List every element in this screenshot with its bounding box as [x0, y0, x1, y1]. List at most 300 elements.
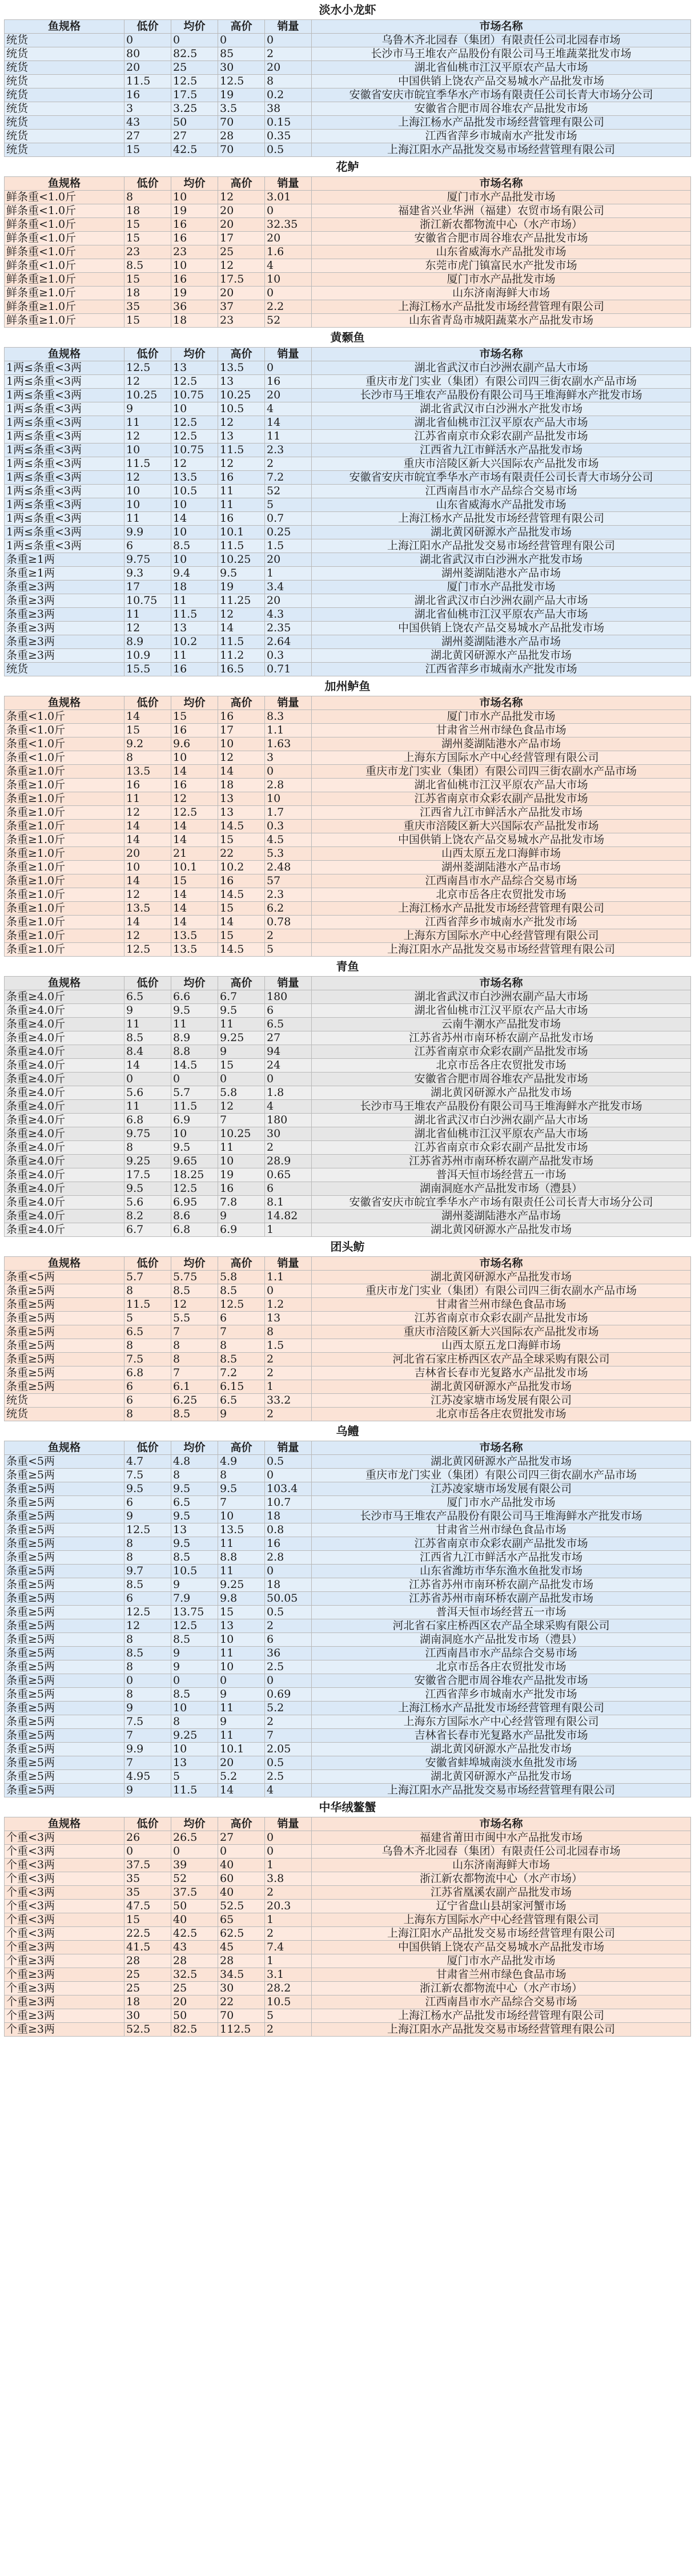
avg-price-cell: 12.5: [171, 375, 218, 389]
low-price-cell: 6.8: [124, 1114, 171, 1127]
volume-cell: 0.78: [265, 916, 312, 929]
high-price-cell: 9: [218, 1688, 265, 1702]
avg-price-cell: 14: [171, 888, 218, 902]
column-header: 鱼规格: [5, 1257, 124, 1271]
high-price-cell: 15: [218, 1059, 265, 1073]
table-row: [5, 1284, 691, 1298]
spec-cell: 个重<3两: [5, 1872, 124, 1886]
spec-cell: 统货: [5, 130, 124, 143]
market-name-cell: 长沙市马王堆农产品股份有限公司马王堆海鲜水产批发市场: [312, 1510, 691, 1523]
volume-cell: 1.5: [265, 539, 312, 553]
avg-price-cell: 39: [171, 1859, 218, 1872]
market-name-cell: 江西省萍乡市城南水产批发市场: [312, 1688, 691, 1702]
spec-cell: 统货: [5, 143, 124, 157]
low-price-cell: 11: [124, 416, 171, 430]
market-name-cell: 吉林省长春市光复路水产品批发市场: [312, 1729, 691, 1743]
avg-price-cell: 10.5: [171, 1565, 218, 1578]
column-header: 高价: [218, 348, 265, 361]
high-price-cell: 8: [218, 1469, 265, 1482]
section-title: 中华绒鳌蟹: [4, 1797, 691, 1817]
volume-cell: 0.2: [265, 88, 312, 102]
high-price-cell: 11.5: [218, 635, 265, 649]
low-price-cell: 10: [124, 498, 171, 512]
high-price-cell: 10.2: [218, 861, 265, 874]
high-price-cell: 7.8: [218, 1196, 265, 1210]
market-name-cell: 重庆市龙门实业（集团）有限公司四三街农副水产品市场: [312, 375, 691, 389]
high-price-cell: 16: [218, 471, 265, 485]
high-price-cell: 45: [218, 1941, 265, 1954]
avg-price-cell: 36: [171, 300, 218, 314]
market-name-cell: 重庆市龙门实业（集团）有限公司四三街农副水产品市场: [312, 1284, 691, 1298]
table-row: [5, 1073, 691, 1086]
section-title: 黄颡鱼: [4, 328, 691, 347]
avg-price-cell: 10.5: [171, 485, 218, 498]
table-row: [5, 1523, 691, 1537]
market-name-cell: 湖北省武汉市白沙洲水产批发市场: [312, 402, 691, 416]
avg-price-cell: 50: [171, 116, 218, 130]
spec-cell: 条重≥5两: [5, 1510, 124, 1523]
table-row: [5, 1141, 691, 1155]
low-price-cell: 9: [124, 1004, 171, 1018]
volume-cell: 20.3: [265, 1900, 312, 1913]
high-price-cell: 11: [218, 485, 265, 498]
table-row: [5, 1408, 691, 1421]
spec-cell: 个重≥3两: [5, 1954, 124, 1968]
spec-cell: 1两≤条重<3两: [5, 361, 124, 375]
volume-cell: 4: [265, 402, 312, 416]
low-price-cell: 8.5: [124, 1031, 171, 1045]
avg-price-cell: 8.5: [171, 1284, 218, 1298]
table-row: [5, 375, 691, 389]
table-row: [5, 143, 691, 157]
high-price-cell: 11.2: [218, 649, 265, 663]
high-price-cell: 9: [218, 1408, 265, 1421]
table-row: [5, 635, 691, 649]
section-title: 淡水小龙虾: [4, 0, 691, 19]
spec-cell: 统货: [5, 1408, 124, 1421]
market-name-cell: 湖北省仙桃市江汉平原农产品大市场: [312, 416, 691, 430]
volume-cell: 180: [265, 1114, 312, 1127]
price-table: [4, 176, 691, 328]
table-row: [5, 1941, 691, 1954]
spec-cell: 条重≥5两: [5, 1592, 124, 1606]
low-price-cell: 8: [124, 191, 171, 204]
avg-price-cell: 13: [171, 361, 218, 375]
table-row: [5, 888, 691, 902]
high-price-cell: 30: [218, 1982, 265, 1996]
column-header: 均价: [171, 177, 218, 191]
market-name-cell: 上海东方国际水产中心经营管理有限公司: [312, 929, 691, 943]
avg-price-cell: 13: [171, 1523, 218, 1537]
avg-price-cell: 9.4: [171, 567, 218, 580]
volume-cell: 1.63: [265, 737, 312, 751]
column-header: 高价: [218, 696, 265, 710]
column-header: 销量: [265, 696, 312, 710]
low-price-cell: 22.5: [124, 1927, 171, 1941]
high-price-cell: 22: [218, 847, 265, 861]
low-price-cell: 9.75: [124, 1127, 171, 1141]
market-name-cell: 江西南昌市水产品综合交易市场: [312, 1996, 691, 2009]
spec-cell: 条重<1.0斤: [5, 737, 124, 751]
low-price-cell: 43: [124, 116, 171, 130]
table-header-row: [5, 177, 691, 191]
table-row: [5, 1210, 691, 1223]
volume-cell: 3.8: [265, 1872, 312, 1886]
spec-cell: 条重≥5两: [5, 1743, 124, 1756]
avg-price-cell: 12.5: [171, 806, 218, 820]
market-name-cell: 普洱天恒市场经营五一市场: [312, 1606, 691, 1619]
market-name-cell: 江苏省南京市众彩农副产品批发市场: [312, 1141, 691, 1155]
spec-cell: 条重≥5两: [5, 1366, 124, 1380]
low-price-cell: 12: [124, 806, 171, 820]
spec-cell: 条重≥5两: [5, 1312, 124, 1325]
market-name-cell: 湖北黄冈研源水产品批发市场: [312, 1223, 691, 1237]
column-header: 市场名称: [312, 1257, 691, 1271]
high-price-cell: 0: [218, 1674, 265, 1688]
high-price-cell: 8.5: [218, 1353, 265, 1366]
spec-cell: 鲜条重<1.0斤: [5, 245, 124, 259]
market-name-cell: 厦门市水产品批发市场: [312, 1496, 691, 1510]
low-price-cell: 6: [124, 1592, 171, 1606]
avg-price-cell: 18: [171, 314, 218, 328]
volume-cell: 1.5: [265, 1339, 312, 1353]
volume-cell: 2: [265, 47, 312, 61]
table-row: [5, 116, 691, 130]
table-row: [5, 389, 691, 402]
high-price-cell: 4.9: [218, 1455, 265, 1469]
volume-cell: 0: [265, 765, 312, 779]
column-header: 鱼规格: [5, 696, 124, 710]
low-price-cell: 4.7: [124, 1455, 171, 1469]
spec-cell: 1两≤条重<3两: [5, 526, 124, 539]
table-row: [5, 1045, 691, 1059]
market-name-cell: 中国供销上饶农产品交易城水产品批发市场: [312, 622, 691, 635]
low-price-cell: 12: [124, 1619, 171, 1633]
high-price-cell: 40: [218, 1859, 265, 1872]
table-header-row: [5, 1441, 691, 1455]
low-price-cell: 15: [124, 232, 171, 245]
market-name-cell: 北京市岳各庄农贸批发市场: [312, 888, 691, 902]
volume-cell: 0: [265, 1565, 312, 1578]
table-row: [5, 47, 691, 61]
low-price-cell: 18: [124, 1996, 171, 2009]
volume-cell: 0.71: [265, 663, 312, 676]
table-row: [5, 1510, 691, 1523]
spec-cell: 条重<1.0斤: [5, 724, 124, 737]
avg-price-cell: 8: [171, 1469, 218, 1482]
high-price-cell: 15: [218, 833, 265, 847]
avg-price-cell: 10: [171, 259, 218, 273]
table-row: [5, 1688, 691, 1702]
avg-price-cell: 16: [171, 273, 218, 287]
low-price-cell: 15: [124, 1913, 171, 1927]
avg-price-cell: 9.5: [171, 1537, 218, 1551]
volume-cell: 0.5: [265, 1606, 312, 1619]
spec-cell: 条重≥1.0斤: [5, 765, 124, 779]
low-price-cell: 10: [124, 485, 171, 498]
volume-cell: 8: [265, 75, 312, 88]
volume-cell: 28.9: [265, 1155, 312, 1168]
volume-cell: 2.5: [265, 1770, 312, 1784]
high-price-cell: 16: [218, 874, 265, 888]
section-title: 加州鲈鱼: [4, 676, 691, 696]
spec-cell: 条重≥4.0斤: [5, 1155, 124, 1168]
table-row: [5, 1565, 691, 1578]
low-price-cell: 3: [124, 102, 171, 116]
high-price-cell: 8.5: [218, 1284, 265, 1298]
high-price-cell: 10.1: [218, 526, 265, 539]
avg-price-cell: 27: [171, 130, 218, 143]
high-price-cell: 70: [218, 116, 265, 130]
volume-cell: 103.4: [265, 1482, 312, 1496]
table-row: [5, 1018, 691, 1031]
avg-price-cell: 16: [171, 724, 218, 737]
column-header: 均价: [171, 1441, 218, 1455]
avg-price-cell: 28: [171, 1954, 218, 1968]
high-price-cell: 9.25: [218, 1578, 265, 1592]
avg-price-cell: 10: [171, 1702, 218, 1715]
spec-cell: 条重≥4.0斤: [5, 1168, 124, 1182]
spec-cell: 条重≥4.0斤: [5, 1210, 124, 1223]
column-header: 鱼规格: [5, 20, 124, 34]
spec-cell: 1两≤条重<3两: [5, 539, 124, 553]
column-header: 鱼规格: [5, 177, 124, 191]
volume-cell: 1: [265, 1954, 312, 1968]
high-price-cell: 17: [218, 232, 265, 245]
market-name-cell: 江苏省苏州市南环桥农副产品批发市场: [312, 1578, 691, 1592]
high-price-cell: 6.5: [218, 1394, 265, 1408]
market-name-cell: 上海江杨水产品批发市场经营管理有限公司: [312, 116, 691, 130]
spec-cell: 1两≤条重<3两: [5, 471, 124, 485]
volume-cell: 0.15: [265, 116, 312, 130]
market-name-cell: 长沙市马王堆农产品股份有限公司马王堆海鲜水产批发市场: [312, 1100, 691, 1114]
low-price-cell: 7: [124, 1756, 171, 1770]
table-row: [5, 1182, 691, 1196]
table-row: [5, 61, 691, 75]
avg-price-cell: 13: [171, 1756, 218, 1770]
column-header: 鱼规格: [5, 348, 124, 361]
avg-price-cell: 9.5: [171, 1482, 218, 1496]
table-row: [5, 622, 691, 635]
high-price-cell: 13: [218, 792, 265, 806]
market-name-cell: 湖北黄冈研源水产品批发市场: [312, 1271, 691, 1284]
market-name-cell: 安徽省安庆市皖宜季华水产市场有限责任公司长青大市场分公司: [312, 88, 691, 102]
volume-cell: 2.05: [265, 1743, 312, 1756]
low-price-cell: 4.95: [124, 1770, 171, 1784]
volume-cell: 0.65: [265, 1168, 312, 1182]
spec-cell: 条重≥5两: [5, 1756, 124, 1770]
market-name-cell: 湖北省武汉市白沙洲农副产品大市场: [312, 1114, 691, 1127]
high-price-cell: 40: [218, 1886, 265, 1900]
price-table: [4, 976, 691, 1237]
avg-price-cell: 4.8: [171, 1455, 218, 1469]
avg-price-cell: 10.2: [171, 635, 218, 649]
high-price-cell: 7: [218, 1114, 265, 1127]
table-row: [5, 88, 691, 102]
spec-cell: 条重≥4.0斤: [5, 1196, 124, 1210]
volume-cell: 0.25: [265, 526, 312, 539]
table-row: [5, 1168, 691, 1182]
spec-cell: 1两≤条重<3两: [5, 416, 124, 430]
table-row: [5, 1982, 691, 1996]
table-row: [5, 1380, 691, 1394]
market-name-cell: 湖州菱湖陆港水产品市场: [312, 1210, 691, 1223]
volume-cell: 52: [265, 485, 312, 498]
column-header: 低价: [124, 1257, 171, 1271]
table-row: [5, 1647, 691, 1660]
table-row: [5, 847, 691, 861]
column-header: 低价: [124, 348, 171, 361]
market-name-cell: 河北省石家庄桥西区农产品全球采购有限公司: [312, 1353, 691, 1366]
table-row: [5, 102, 691, 116]
column-header: 鱼规格: [5, 1441, 124, 1455]
low-price-cell: 10.25: [124, 389, 171, 402]
table-row: [5, 1674, 691, 1688]
table-row: [5, 218, 691, 232]
high-price-cell: 12.5: [218, 1298, 265, 1312]
volume-cell: 0.69: [265, 1688, 312, 1702]
avg-price-cell: 0: [171, 34, 218, 47]
avg-price-cell: 9.65: [171, 1155, 218, 1168]
spec-cell: 条重≥5两: [5, 1578, 124, 1592]
high-price-cell: 14: [218, 622, 265, 635]
market-name-cell: 长沙市马王堆农产品股份有限公司马王堆蔬菜批发市场: [312, 47, 691, 61]
market-name-cell: 江苏省南京市众彩农副产品批发市场: [312, 792, 691, 806]
spec-cell: 条重≥1.0斤: [5, 792, 124, 806]
table-row: [5, 792, 691, 806]
avg-price-cell: 12.5: [171, 75, 218, 88]
high-price-cell: 11: [218, 1537, 265, 1551]
table-row: [5, 1469, 691, 1482]
volume-cell: 10.7: [265, 1496, 312, 1510]
avg-price-cell: 13.5: [171, 929, 218, 943]
low-price-cell: 0: [124, 1073, 171, 1086]
low-price-cell: 9: [124, 1784, 171, 1797]
avg-price-cell: 20: [171, 1996, 218, 2009]
market-name-cell: 上海江杨水产品批发市场经营管理有限公司: [312, 2009, 691, 2023]
low-price-cell: 8: [124, 1551, 171, 1565]
market-name-cell: 湖南洞庭水产品批发市场（澧县）: [312, 1182, 691, 1196]
volume-cell: 6: [265, 1633, 312, 1647]
volume-cell: 2: [265, 1715, 312, 1729]
volume-cell: 36: [265, 1647, 312, 1660]
avg-price-cell: 5.7: [171, 1086, 218, 1100]
column-header: 销量: [265, 1257, 312, 1271]
volume-cell: 1.2: [265, 1298, 312, 1312]
market-name-cell: 湖州菱湖陆港水产品市场: [312, 567, 691, 580]
volume-cell: 0: [265, 287, 312, 300]
spec-cell: 条重≥5两: [5, 1565, 124, 1578]
avg-price-cell: 6.95: [171, 1196, 218, 1210]
avg-price-cell: 9.5: [171, 1510, 218, 1523]
high-price-cell: 37: [218, 300, 265, 314]
avg-price-cell: 32.5: [171, 1968, 218, 1982]
volume-cell: 3.4: [265, 580, 312, 594]
low-price-cell: 8: [124, 751, 171, 765]
table-row: [5, 191, 691, 204]
high-price-cell: 12: [218, 416, 265, 430]
spec-cell: 鲜条重≥1.0斤: [5, 287, 124, 300]
volume-cell: 2.64: [265, 635, 312, 649]
avg-price-cell: 21: [171, 847, 218, 861]
high-price-cell: 15: [218, 1606, 265, 1619]
volume-cell: 18: [265, 1510, 312, 1523]
high-price-cell: 9: [218, 1045, 265, 1059]
volume-cell: 0: [265, 204, 312, 218]
high-price-cell: 19: [218, 1168, 265, 1182]
high-price-cell: 9: [218, 1715, 265, 1729]
table-row: [5, 990, 691, 1004]
low-price-cell: 41.5: [124, 1941, 171, 1954]
high-price-cell: 11: [218, 1565, 265, 1578]
column-header: 市场名称: [312, 348, 691, 361]
low-price-cell: 5: [124, 1312, 171, 1325]
market-name-cell: 江苏省南京市众彩农副产品批发市场: [312, 1537, 691, 1551]
volume-cell: 0: [265, 1284, 312, 1298]
spec-cell: 条重≥4.0斤: [5, 1141, 124, 1155]
table-row: [5, 567, 691, 580]
low-price-cell: 27: [124, 130, 171, 143]
price-table: [4, 19, 691, 157]
volume-cell: 8: [265, 1325, 312, 1339]
spec-cell: 鲜条重<1.0斤: [5, 204, 124, 218]
high-price-cell: 14: [218, 765, 265, 779]
volume-cell: 2: [265, 1366, 312, 1380]
spec-cell: 鲜条重<1.0斤: [5, 218, 124, 232]
price-table: [4, 347, 691, 676]
high-price-cell: 16: [218, 710, 265, 724]
low-price-cell: 26: [124, 1831, 171, 1845]
low-price-cell: 14: [124, 833, 171, 847]
table-header-row: [5, 977, 691, 990]
price-table: [4, 1817, 691, 2037]
avg-price-cell: 11: [171, 594, 218, 608]
price-table: [4, 1441, 691, 1797]
volume-cell: 5: [265, 498, 312, 512]
table-row: [5, 457, 691, 471]
table-row: [5, 1031, 691, 1045]
low-price-cell: 5.6: [124, 1086, 171, 1100]
spec-cell: 条重≥5两: [5, 1729, 124, 1743]
avg-price-cell: 10: [171, 1127, 218, 1141]
spec-cell: 条重≥1两: [5, 567, 124, 580]
volume-cell: 6.5: [265, 1018, 312, 1031]
low-price-cell: 12.5: [124, 943, 171, 957]
spec-cell: 条重≥4.0斤: [5, 1031, 124, 1045]
volume-cell: 0: [265, 1845, 312, 1859]
table-row: [5, 1702, 691, 1715]
table-row: [5, 1086, 691, 1100]
market-name-cell: 甘肃省兰州市绿色食品市场: [312, 1968, 691, 1982]
spec-cell: 统货: [5, 116, 124, 130]
table-row: [5, 471, 691, 485]
column-header: 低价: [124, 1441, 171, 1455]
high-price-cell: 17.5: [218, 273, 265, 287]
volume-cell: 5.3: [265, 847, 312, 861]
high-price-cell: 85: [218, 47, 265, 61]
spec-cell: 条重≥5两: [5, 1660, 124, 1674]
price-table: [4, 1256, 691, 1421]
spec-cell: 条重≥1.0斤: [5, 847, 124, 861]
table-row: [5, 314, 691, 328]
volume-cell: 2.8: [265, 1551, 312, 1565]
low-price-cell: 52.5: [124, 2023, 171, 2037]
market-name-cell: 江苏省苏州市南环桥农副产品批发市场: [312, 1031, 691, 1045]
volume-cell: 1.7: [265, 806, 312, 820]
low-price-cell: 30: [124, 2009, 171, 2023]
spec-cell: 条重≥1.0斤: [5, 888, 124, 902]
volume-cell: 10: [265, 792, 312, 806]
